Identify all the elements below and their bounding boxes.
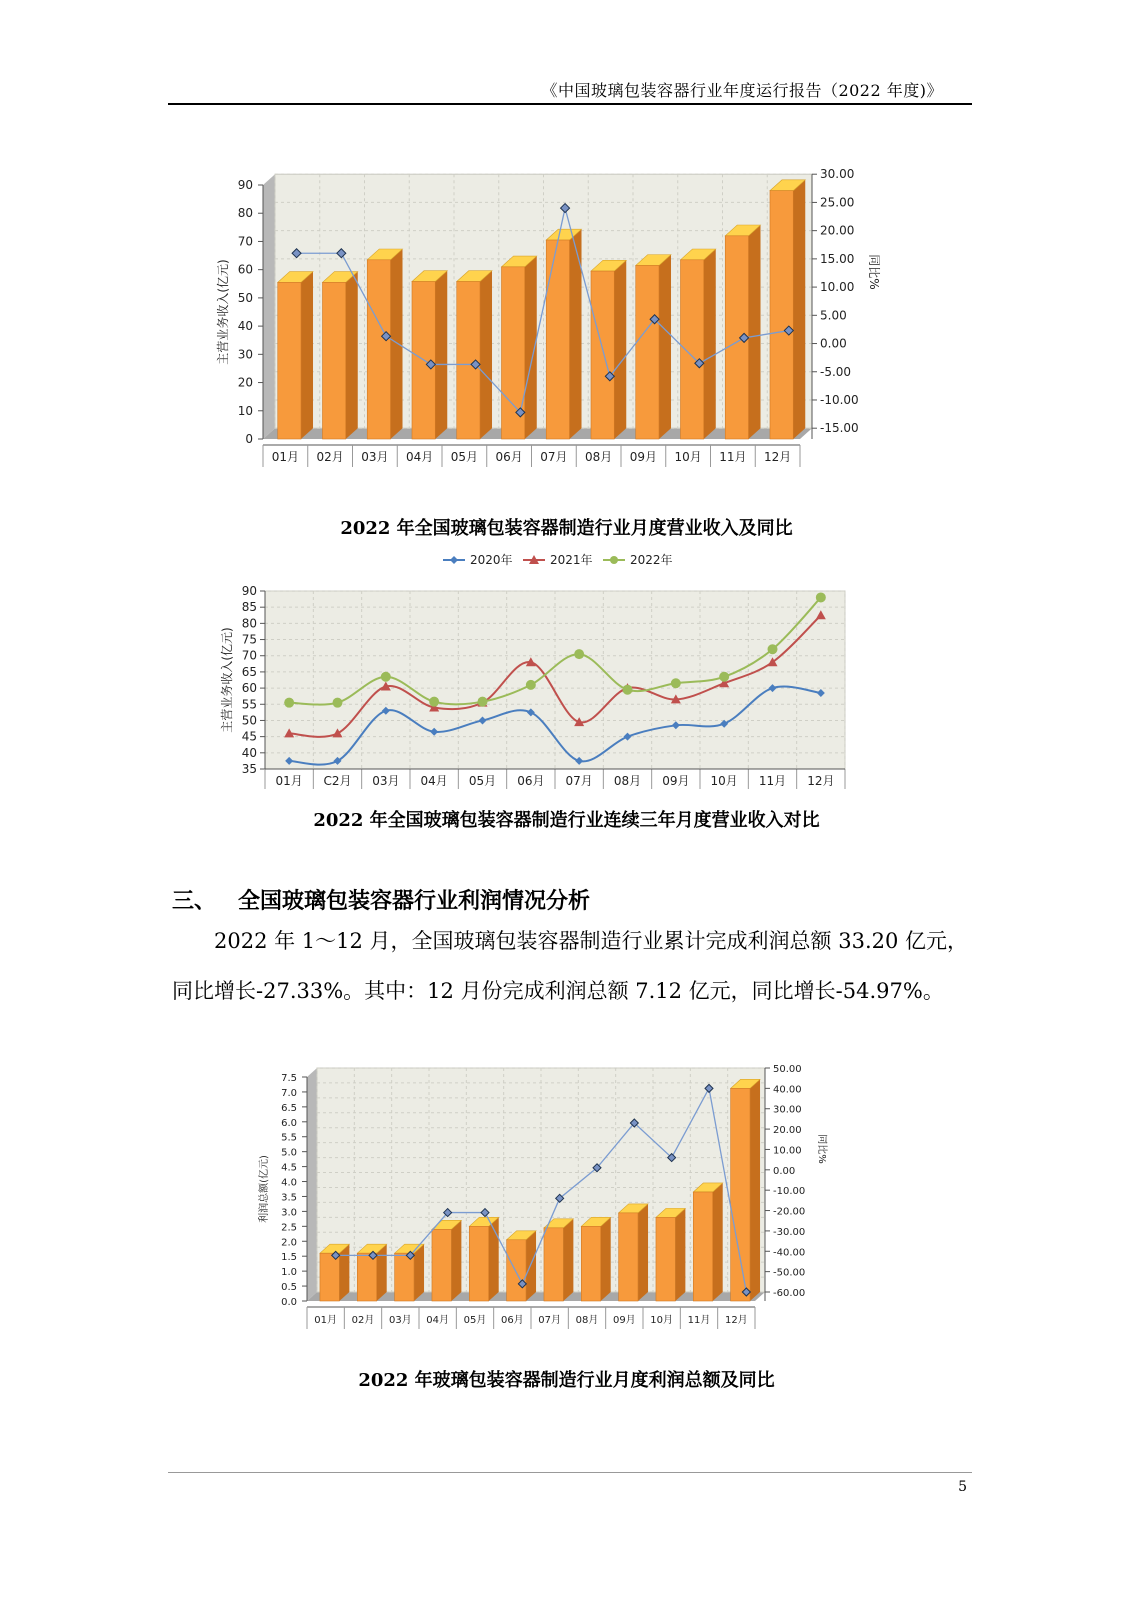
bar-side [451,1220,461,1301]
bar-side [659,255,671,439]
y2-tick-label: 25.00 [820,195,855,210]
bar-side [346,272,358,439]
x-tick-label: 05月 [450,450,479,464]
bar-side [713,1183,723,1301]
y-tick-label: 30 [237,347,253,362]
series-point [574,649,584,659]
bar-side [391,249,403,439]
x-tick-label: 11月 [687,1315,711,1326]
chart-caption-1: 2022 年全国玻璃包装容器制造行业月度营业收入及同比 [340,518,793,539]
x-tick-label: 09月 [629,450,658,464]
x-tick-label: 04月 [420,774,448,788]
bar-side [638,1204,648,1301]
legend-marker [610,556,618,564]
series-point [333,698,343,708]
bar [636,265,659,439]
y-axis-title: 主营业务收入(亿元) [220,627,234,733]
series-point [381,672,391,682]
y-tick-label: 3.5 [281,1192,297,1204]
bar [544,1228,563,1301]
x-tick-label: 09月 [662,774,690,788]
y-tick-label: 90 [237,178,253,192]
y-tick-label: 55 [241,697,257,712]
x-tick-label: 04月 [405,450,434,464]
bar [581,1226,600,1301]
y-tick-label: 50 [241,713,257,728]
x-tick-label: 04月 [426,1315,450,1326]
bar [432,1229,451,1301]
x-tick-label: C2月 [323,774,352,788]
legend-label: 2022年 [630,553,673,567]
chart-plot [219,552,845,789]
y-tick-label: 4.0 [281,1177,297,1189]
bar [278,282,301,439]
bar [656,1217,675,1301]
y-tick-label: 70 [241,648,257,663]
bar [693,1192,712,1301]
series-point [816,592,826,602]
x-tick-label: 02月 [316,450,344,464]
chart-caption-3: 2022 年玻璃包装容器制造行业月度利润总额及同比 [358,1370,775,1391]
bar-side [750,1079,760,1301]
y2-tick-label: -10.00 [820,392,859,407]
x-tick-label: 12月 [763,450,792,464]
bar [322,282,345,439]
bar-side [601,1217,611,1301]
y2-tick-label: 10.00 [773,1145,802,1157]
x-tick-label: 05月 [463,1315,487,1326]
y2-tick-label: 40.00 [773,1084,802,1096]
y-axis-title: 主营业务收入(亿元) [216,259,230,365]
y2-tick-label: -40.00 [773,1247,806,1259]
bar-side [704,249,716,439]
paragraph-line-2: 同比增长-27.33%。其中：12 月份完成利润总额 7.12 亿元，同比增长-54.97%。 [172,979,944,1003]
y-tick-label: 4.5 [281,1162,297,1174]
three-year-revenue-chart [215,545,865,795]
y2-tick-label: -15.00 [820,421,859,436]
series-point [284,698,294,708]
y-tick-label: 40 [241,745,257,760]
footer-rule [168,1472,972,1473]
bar [367,260,390,439]
series-point [768,644,778,654]
x-tick-label: 01月 [275,774,303,788]
bar-side [480,271,492,439]
bar [507,1240,526,1301]
y-tick-label: 45 [241,729,257,744]
x-tick-label: 06月 [495,450,523,464]
bar-side [339,1244,349,1301]
series-point [623,685,633,695]
x-tick-label: 03月 [388,1315,412,1326]
x-tick-label: 11月 [758,774,787,788]
bar-side [301,272,313,439]
x-tick-label: 06月 [517,774,545,788]
x-tick-label: 06月 [500,1315,524,1326]
y2-tick-label: 5.00 [820,308,847,323]
y2-tick-label: 30.00 [820,167,855,182]
y2-tick-label: 0.00 [820,336,847,351]
y-tick-label: 3.0 [281,1207,297,1219]
bar-side [614,260,626,439]
x-tick-label: 10月 [650,1315,674,1326]
y-tick-label: 0 [245,432,253,446]
chart-caption-2: 2022 年全国玻璃包装容器制造行业连续三年月度营业收入对比 [313,810,820,831]
y-tick-label: 6.5 [281,1102,297,1114]
series-point [671,678,681,688]
bar [320,1253,339,1301]
y-axis-title: 利润总额(亿元) [259,1155,270,1223]
running-header: 《中国玻璃包装容器行业年度运行报告（2022 年度)》 [541,81,943,100]
section-title: 全国玻璃包装容器行业利润情况分析 [238,888,591,914]
y-tick-label: 85 [241,600,257,615]
series-point [719,672,729,682]
y-tick-label: 65 [241,664,257,679]
section-number: 三、 [172,888,217,914]
bar [619,1213,638,1301]
y2-tick-label: 30.00 [773,1104,802,1116]
x-tick-label: 03月 [372,774,400,788]
y-tick-label: 20 [237,375,253,390]
y2-tick-label: 15.00 [820,251,855,266]
x-tick-label: 12月 [724,1315,748,1326]
x-tick-label: 10月 [710,774,738,788]
y2-tick-label: -60.00 [773,1288,806,1299]
bar-side [675,1208,685,1301]
x-tick-label: 07月 [565,774,593,788]
y-tick-label: 90 [241,584,257,598]
y-tick-label: 75 [241,632,257,647]
series-point [429,697,439,707]
bar [546,240,569,439]
x-tick-label: 09月 [612,1315,636,1326]
bar-side [563,1219,573,1301]
bar-side [435,271,447,439]
y2-tick-label: 0.00 [773,1165,796,1177]
x-tick-label: 01月 [271,450,300,464]
y-tick-label: 80 [237,206,253,221]
revenue-yoy-chart [215,155,895,475]
bar [591,271,614,439]
y-tick-label: 40 [237,319,253,334]
y2-axis-title: 同比% [816,1134,827,1164]
x-tick-label: 02月 [351,1315,375,1326]
header-rule [168,103,972,105]
bar [731,1088,750,1301]
y-tick-label: 7.0 [281,1087,297,1099]
chart-plot [257,1064,829,1329]
y-tick-label: 2.5 [281,1222,297,1234]
y-tick-label: 50 [237,290,253,305]
y-tick-label: 6.0 [281,1117,297,1129]
legend-marker [450,556,458,564]
x-tick-label: 08月 [584,450,613,464]
y-tick-label: 5.5 [281,1132,297,1144]
y-tick-label: 60 [237,262,253,277]
y2-tick-label: 20.00 [820,223,855,238]
y2-tick-label: 20.00 [773,1125,802,1137]
bar-side [749,225,761,439]
x-tick-label: 08月 [613,774,642,788]
y2-tick-label: 10.00 [820,280,855,295]
chart-plot [215,167,881,467]
x-tick-label: 07月 [540,450,568,464]
y-tick-label: 10 [237,403,253,418]
y2-tick-label: -5.00 [820,364,852,379]
y2-tick-label: -10.00 [773,1186,806,1198]
y-tick-label: 1.0 [281,1267,297,1279]
bar [680,260,703,439]
series-point [478,697,488,707]
bar-side [414,1244,424,1301]
section-heading [172,884,590,915]
x-tick-label: 07月 [538,1315,562,1326]
y2-axis-title: 同比% [867,254,881,290]
x-tick-label: 01月 [314,1315,338,1326]
paragraph-line-1: 2022 年 1～12 月，全国玻璃包装容器制造行业累计完成利润总额 33.20 亿元， [214,929,969,953]
series-point [526,680,536,690]
legend-label: 2021年 [550,553,593,567]
bar [469,1226,488,1301]
x-tick-label: 03月 [361,450,389,464]
x-tick-label: 11月 [719,450,747,464]
y-tick-label: 7.5 [281,1073,297,1084]
chart-side-wall [307,1068,317,1301]
x-tick-label: 10月 [674,450,702,464]
y-tick-label: 2.0 [281,1237,297,1249]
x-tick-label: 05月 [468,774,497,788]
y2-tick-label: 50.00 [773,1064,802,1075]
profit-yoy-chart [255,1055,875,1345]
y-tick-label: 5.0 [281,1147,297,1159]
y-tick-label: 80 [241,616,257,631]
chart-side-wall [263,174,275,439]
bar-side [377,1244,387,1301]
x-tick-label: 08月 [575,1315,599,1326]
legend-label: 2020年 [470,553,513,567]
y2-tick-label: -50.00 [773,1267,806,1279]
bar [357,1253,376,1301]
bar-side [793,180,805,439]
y-tick-label: 60 [241,681,257,696]
y2-tick-label: -20.00 [773,1206,806,1218]
y-tick-label: 70 [237,234,253,249]
y-tick-label: 1.5 [281,1252,297,1264]
y2-tick-label: -30.00 [773,1226,806,1238]
bar-side [526,1231,536,1301]
bar [395,1253,414,1301]
y-tick-label: 35 [241,762,257,776]
page-number: 5 [958,1479,967,1495]
x-tick-label: 12月 [807,774,835,788]
bar [770,191,793,439]
y-tick-label: 0.5 [281,1282,297,1294]
y-tick-label: 0.0 [281,1297,297,1308]
